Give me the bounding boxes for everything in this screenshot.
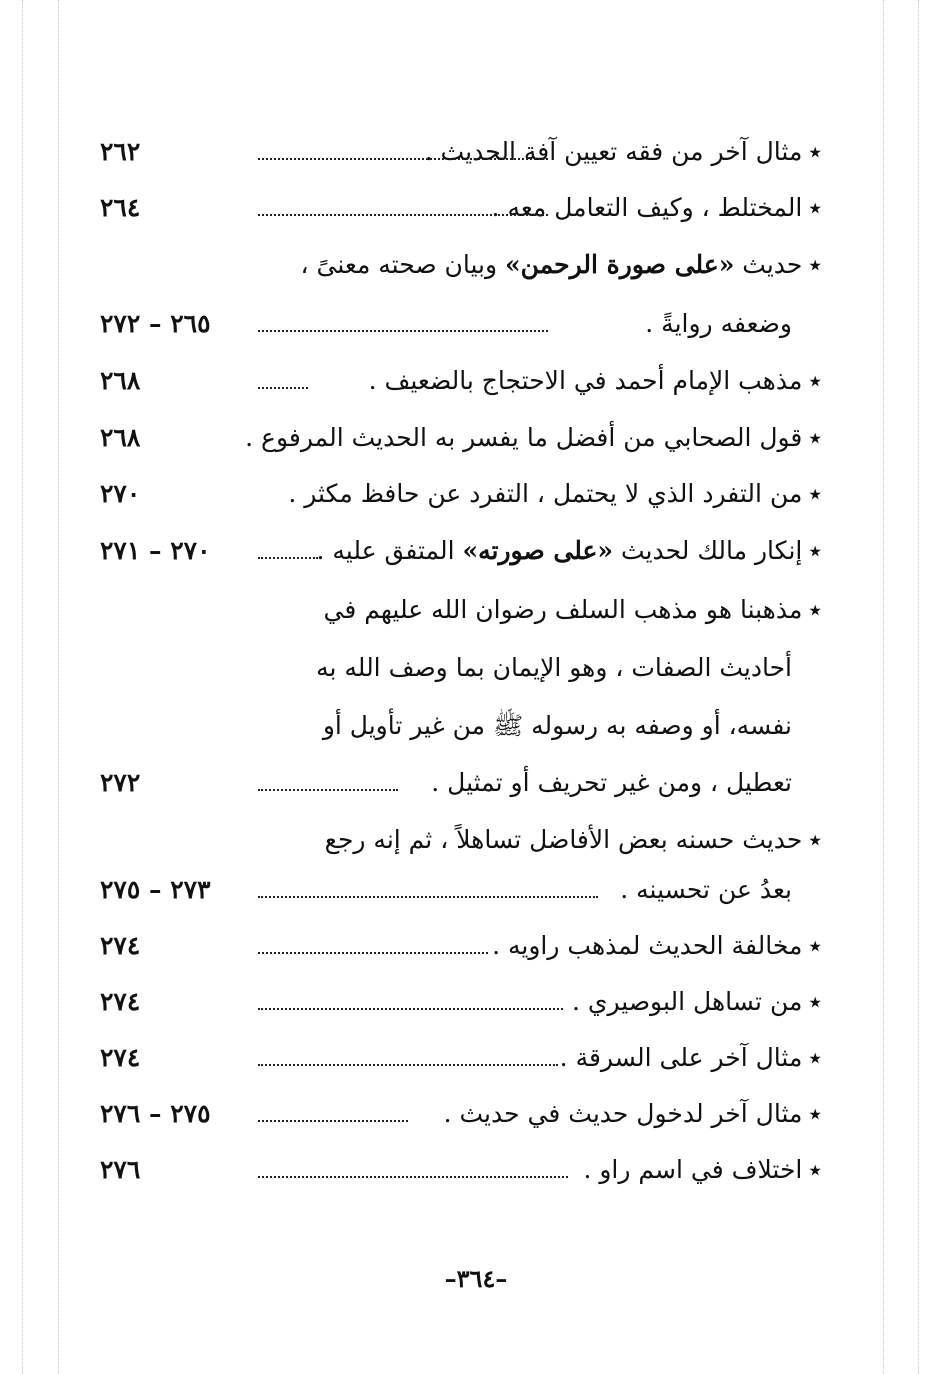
bullet-mark: ٭ — [808, 137, 822, 166]
page-reference: ٢٧٠ – ٢٧١ — [100, 536, 211, 565]
page-reference: ٢٧٤ — [100, 931, 141, 960]
page-reference: ٢٧٣ – ٢٧٥ — [100, 875, 211, 904]
bullet-mark: ٭ — [808, 595, 822, 624]
toc-entry — [100, 1086, 822, 1142]
entry-title: مذهبنا هو مذهب السلف رضوان الله عليهم في — [323, 595, 803, 624]
toc-entry — [100, 124, 822, 180]
page-reference: ٢٧٥ – ٢٧٦ — [100, 1099, 211, 1128]
bullet-mark: ٭ — [808, 1043, 822, 1072]
bullet-mark: ٭ — [808, 536, 822, 565]
leader-dots — [258, 387, 308, 389]
page-guide-line — [58, 0, 59, 1374]
toc-entry-continuation — [100, 755, 822, 811]
page-number: –٣٦٤– — [444, 1264, 508, 1293]
bullet-mark: ٭ — [808, 1155, 822, 1184]
page-reference: ٢٧٤ — [100, 987, 141, 1016]
entry-title-end: وبيان صحته معنىً ، — [300, 250, 506, 279]
entry-title: مثال آخر من فقه تعيين آفة الحديث . — [424, 137, 803, 166]
toc-entry-continuation — [100, 296, 822, 352]
toc-entry — [100, 582, 822, 638]
entry-title: قول الصحابي من أفضل ما يفسر به الحديث المرفوع . — [245, 423, 803, 452]
page-reference: ٢٧٤ — [100, 1043, 141, 1072]
toc-entry — [100, 974, 822, 1030]
toc-entry — [100, 1030, 822, 1086]
page-reference: ٢٦٥ – ٢٧٢ — [100, 309, 211, 338]
page-reference: ٢٧٦ — [100, 1155, 141, 1184]
page-guide-line — [22, 0, 23, 1374]
entry-title: مخالفة الحديث لمذهب راويه . — [492, 931, 803, 960]
toc-entry — [100, 353, 822, 409]
bullet-mark: ٭ — [808, 193, 822, 222]
entry-title: حديث حسنه بعض الأفاضل تساهلاً ، ثم إنه رجع — [324, 825, 803, 854]
entry-title: المختلط ، وكيف التعامل معه . — [491, 193, 803, 222]
bullet-mark: ٭ — [808, 987, 822, 1016]
toc-entry — [100, 523, 822, 579]
leader-dots — [258, 557, 318, 559]
bullet-mark: ٭ — [808, 825, 822, 854]
leader-dots — [258, 789, 398, 791]
entry-title: أحاديث الصفات ، وهو الإيمان بما وصف الله به — [316, 653, 792, 682]
bullet-mark: ٭ — [808, 931, 822, 960]
leader-dots — [258, 1176, 568, 1178]
entry-title: من تساهل البوصيري . — [572, 987, 803, 1016]
hadith-quote: «على صورة الرحمن» — [505, 250, 735, 279]
entry-title: بعدُ عن تحسينه . — [620, 875, 792, 904]
page-reference: ٢٦٢ — [100, 137, 141, 166]
entry-title-end: المتفق عليه . — [316, 536, 463, 565]
entry-title: مذهب الإمام أحمد في الاحتجاج بالضعيف . — [368, 366, 803, 395]
page-reference: ٢٦٤ — [100, 193, 141, 222]
leader-dots — [258, 952, 488, 954]
entry-title: من التفرد الذي لا يحتمل ، التفرد عن حافظ مكثر . — [288, 479, 803, 508]
bullet-mark: ٭ — [808, 423, 822, 452]
entry-title-start: حديث — [734, 250, 803, 279]
entry-title: مثال آخر على السرقة . — [559, 1043, 803, 1072]
entry-title: وضعفه روايةً . — [645, 309, 792, 338]
hadith-quote: «على صورته» — [462, 536, 614, 565]
entry-title-start: إنكار مالك لحديث — [613, 536, 803, 565]
page-guide-line — [883, 0, 884, 1374]
entry-title: اختلاف في اسم راو . — [583, 1155, 803, 1184]
toc-entry — [100, 466, 822, 522]
bullet-mark: ٭ — [808, 1099, 822, 1128]
page-reference: ٢٦٨ — [100, 423, 141, 452]
toc-entry — [100, 410, 822, 466]
leader-dots — [258, 1120, 408, 1122]
entry-title: نفسه، أو وصفه به رسوله ﷺ من غير تأويل أو — [322, 711, 792, 740]
page-guide-line — [918, 0, 919, 1374]
toc-entry — [100, 918, 822, 974]
entry-title: مثال آخر لدخول حديث في حديث . — [443, 1099, 803, 1128]
page-reference: ٢٧٠ — [100, 479, 141, 508]
leader-dots — [258, 214, 548, 216]
toc-entry-continuation — [100, 862, 822, 918]
toc-entry — [100, 812, 822, 868]
bullet-mark: ٭ — [808, 366, 822, 395]
toc-entry-continuation — [100, 698, 822, 754]
leader-dots — [258, 896, 598, 898]
toc-entry — [100, 180, 822, 236]
leader-dots — [258, 1008, 563, 1010]
page-reference: ٢٧٢ — [100, 768, 141, 797]
leader-dots — [258, 330, 548, 332]
entry-title: تعطيل ، ومن غير تحريف أو تمثيل . — [431, 768, 792, 797]
toc-entry — [100, 1142, 822, 1198]
leader-dots — [258, 1064, 558, 1066]
leader-dots — [258, 158, 548, 160]
toc-entry-continuation — [100, 640, 822, 696]
page-reference: ٢٦٨ — [100, 366, 141, 395]
bullet-mark: ٭ — [808, 250, 822, 279]
bullet-mark: ٭ — [808, 479, 822, 508]
toc-entry — [100, 237, 822, 293]
